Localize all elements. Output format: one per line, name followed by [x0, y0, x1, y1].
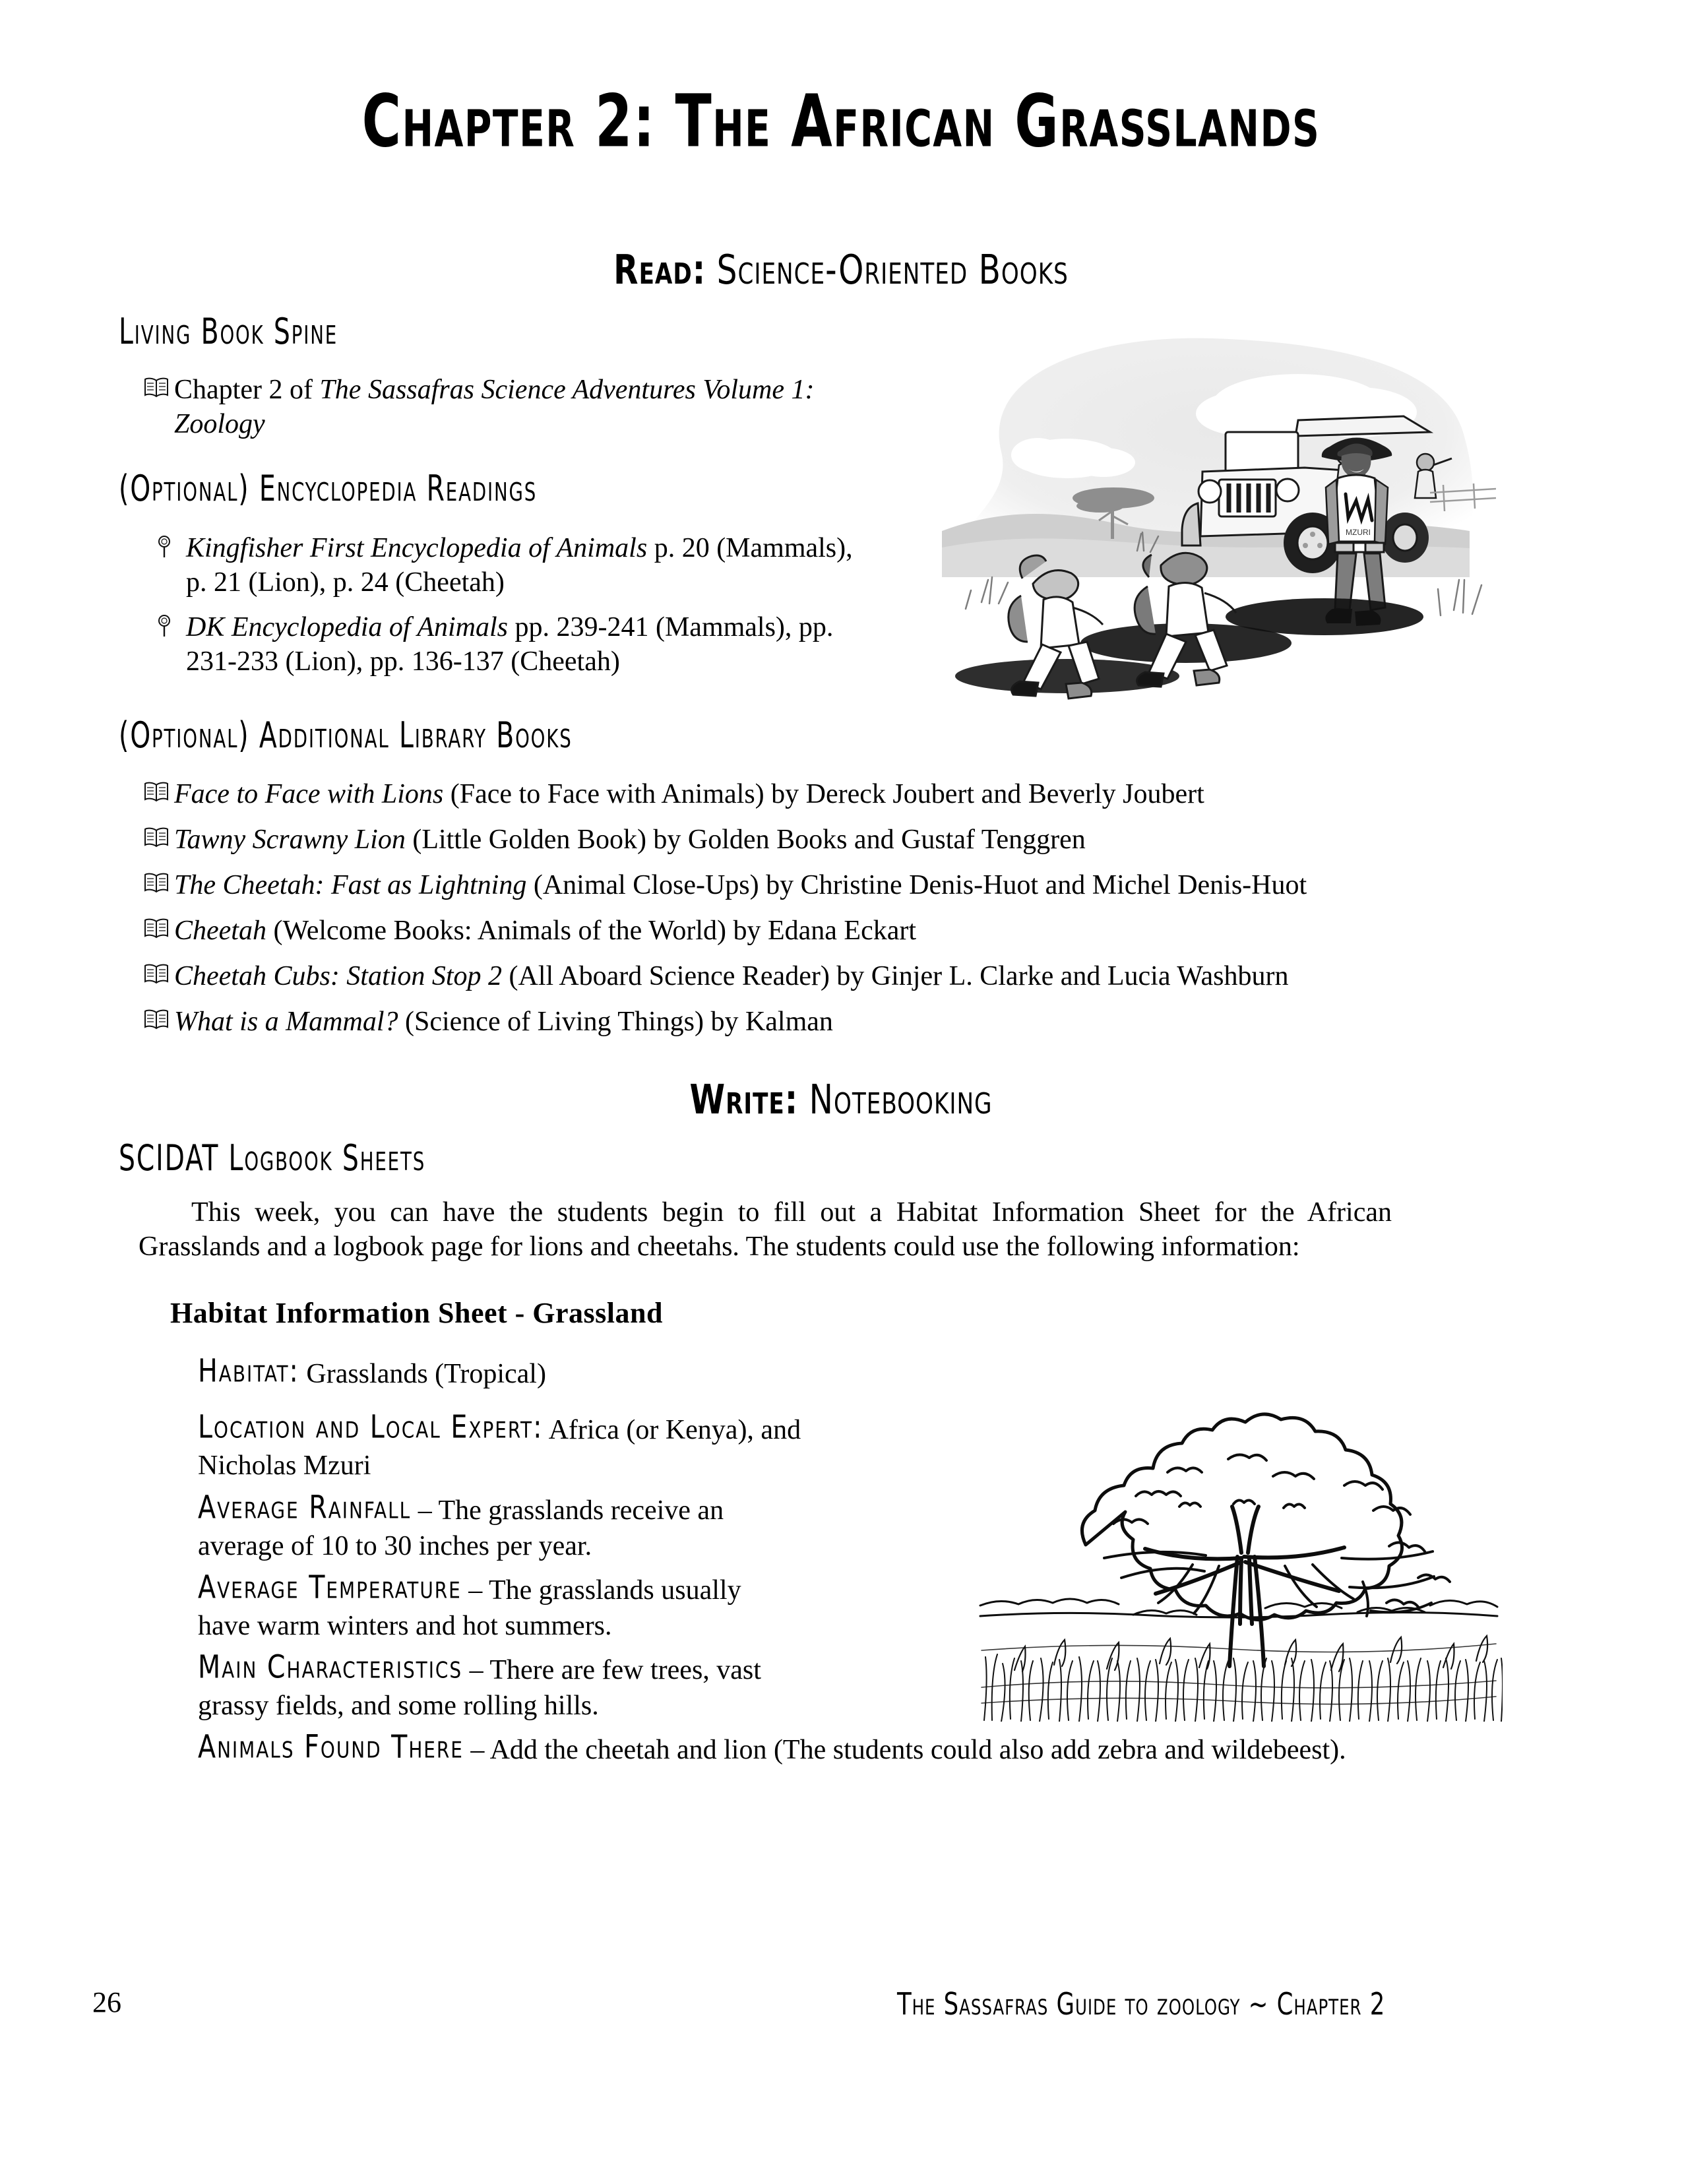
habitat-row-value: Grasslands (Tropical) — [299, 1359, 546, 1389]
footer-text: The Sassafras Guide to zoology ~ Chapter 2 — [897, 1986, 1386, 2022]
chapter-title — [0, 79, 1682, 164]
habitat-row-label: Main Characteristics — [198, 1648, 463, 1686]
read-heading-rest: Science-Oriented Books — [706, 246, 1069, 294]
habitat-row — [198, 1569, 792, 1644]
page-number: 26 — [92, 1986, 121, 2018]
encyclopedia-readings-heading: (Optional) Encyclopedia Readings — [119, 468, 538, 510]
list-item-text: Face to Face with Lions (Face to Face with Animals) by Dereck Joubert and Beverly Joubert — [174, 779, 1204, 809]
safari-jeep-children-illustration — [902, 333, 1496, 702]
open-book-icon — [144, 823, 174, 848]
habitat-row-value: – The grasslands usually have warm winters and hot summers. — [198, 1575, 741, 1641]
habitat-row-value: – There are few trees, vast grassy fields, and some rolling hills. — [198, 1655, 761, 1721]
habitat-row — [198, 1648, 805, 1724]
habitat-row — [198, 1352, 831, 1392]
list-item — [144, 823, 1529, 857]
habitat-row-value: Africa (or Kenya), and Nicholas Mzuri — [198, 1415, 801, 1481]
list-item — [144, 868, 1562, 902]
list-item — [144, 914, 1529, 948]
list-item — [144, 959, 1529, 993]
open-book-icon — [144, 777, 174, 802]
list-item — [144, 373, 883, 441]
habitat-row-label: Animals Found There — [198, 1728, 464, 1766]
magnifying-glass-icon — [156, 610, 186, 638]
write-section-heading — [0, 1076, 1682, 1123]
list-item-text: DK Encyclopedia of Animals pp. 239-241 (Mammals), pp. 231-233 (Lion), pp. 136-137 (Cheetah) — [186, 612, 834, 677]
read-section-heading — [0, 246, 1682, 294]
living-book-spine-heading: Living Book Spine — [119, 311, 338, 353]
scidat-logbook-sheets-heading: SCIDAT Logbook Sheets — [119, 1137, 426, 1179]
habitat-row-value: – Add the cheetah and lion (The students could also add zebra and wildebeest). — [463, 1735, 1346, 1765]
list-item — [156, 531, 855, 600]
svg-text:MZURI: MZURI — [1346, 528, 1371, 537]
acacia-tree-grassland-illustration — [975, 1360, 1503, 1722]
list-item-text: Chapter 2 of The Sassafras Science Adventures Volume 1: Zoology — [174, 375, 815, 439]
list-item-text: Cheetah Cubs: Station Stop 2 (All Aboard Science Reader) by Ginjer L. Clarke and Lucia Washburn — [174, 961, 1289, 991]
chapter-title-text: Chapter 2: The African Grasslands — [361, 79, 1321, 164]
open-book-icon — [144, 914, 174, 939]
list-item — [156, 610, 855, 679]
list-item-text: Tawny Scrawny Lion (Little Golden Book) by Golden Books and Gustaf Tenggren — [174, 825, 1086, 855]
list-item-text: Kingfisher First Encyclopedia of Animals p. 20 (Mammals), p. 21 (Lion), p. 24 (Cheetah) — [186, 533, 853, 598]
open-book-icon — [144, 1005, 174, 1030]
open-book-icon — [144, 959, 174, 984]
additional-library-books-heading: (Optional) Additional Library Books — [119, 714, 573, 757]
list-item — [144, 1005, 1529, 1039]
logbook-paragraph: This week, you can have the students begin to fill out a Habitat Information Sheet for the African Grasslands and a logbook page for lions and cheetahs. The students could use the following information: — [139, 1197, 1392, 1262]
list-item-text: The Cheetah: Fast as Lightning (Animal Close-Ups) by Christine Denis-Huot and Michel Denis-Huot — [174, 870, 1307, 900]
open-book-icon — [144, 868, 174, 893]
open-book-icon — [144, 373, 174, 398]
magnifying-glass-icon — [156, 531, 186, 559]
list-item-text: Cheetah (Welcome Books: Animals of the World) by Edana Eckart — [174, 916, 917, 946]
write-heading-rest: Notebooking — [798, 1076, 993, 1123]
habitat-row — [198, 1728, 1438, 1768]
read-keyword: Read: — [613, 246, 706, 294]
habitat-row — [198, 1489, 811, 1564]
habitat-row-value: – The grasslands receive an average of 10 to 30 inches per year. — [198, 1495, 724, 1561]
habitat-row-label: Location and Local Expert: — [198, 1408, 544, 1446]
habitat-row-label: Average Temperature — [198, 1569, 462, 1606]
habitat-row-label: Average Rainfall — [198, 1489, 412, 1526]
habitat-sheet-title: Habitat Information Sheet - Grassland — [170, 1297, 663, 1329]
habitat-row-label: Habitat: — [198, 1352, 299, 1390]
write-keyword: Write: — [689, 1076, 799, 1123]
list-item — [144, 777, 1529, 811]
habitat-row — [198, 1408, 805, 1483]
list-item-text: What is a Mammal? (Science of Living Things) by Kalman — [174, 1007, 833, 1037]
